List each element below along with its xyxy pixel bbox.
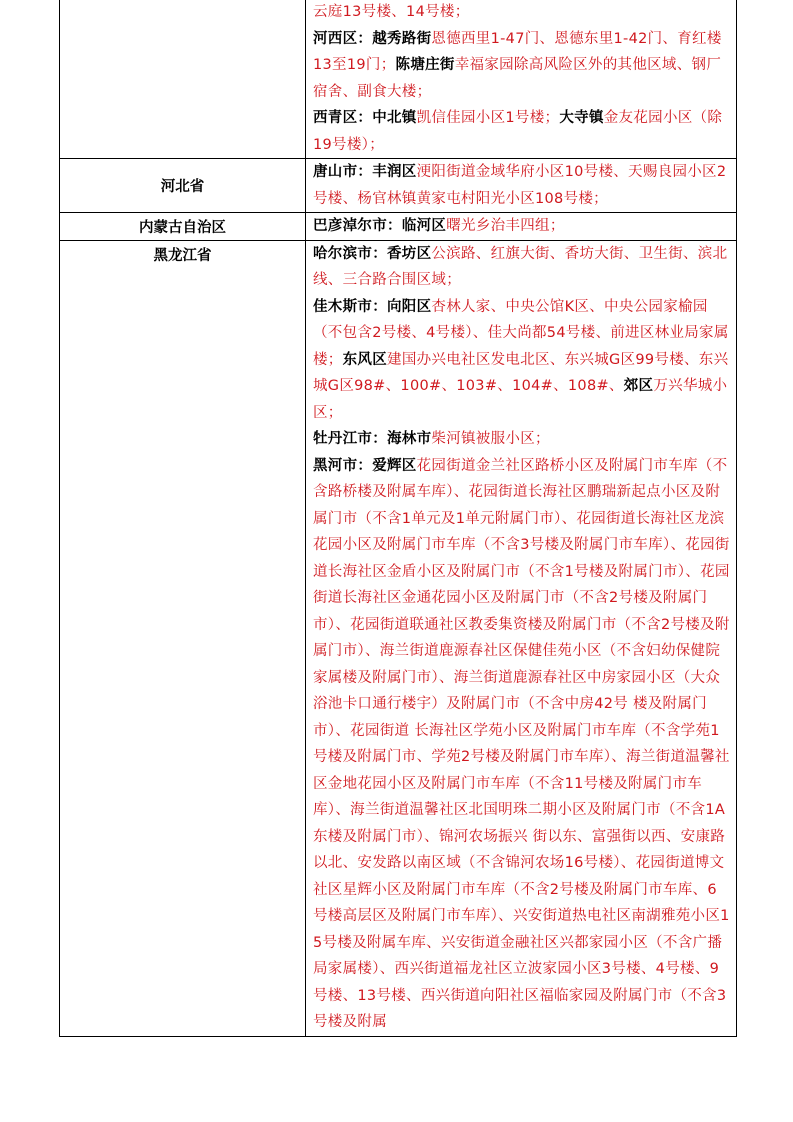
area-detail: 凯信佳园小区1号楼；: [416, 110, 560, 126]
area-detail: 万兴华城小区；: [313, 378, 728, 421]
province-cell: [60, 159, 306, 213]
area-detail: 花园街道金兰社区路桥小区及附属门市车库（不含路桥楼及附属车库）、花园街道长海社区鹏瑞新起点小区及附属门市（不含1单元及1单元附属门市）、花园街道长海社区龙滨花园小区及附属门市车库（不含3号楼及附属门市车库）、花园街道长海社区金盾小区及附属门市（不含1号楼及附属门市）、花园街道长海社区金通花园小区及附属门市（不含2号楼及附属门市）、花园街道联通社区教委集资楼及附属门市（不含2号楼及附属门市）、海兰街道鹿源春社区保健佳苑小区（不含妇幼保健院家属楼及附属门市）、海兰街道鹿源春社区中房家园小区（大众浴池卡口通行楼宇）及附属门市（不含中房42号 楼及附属门市）、花园街道 长海社区学苑小区及附属门市车库（不含学苑1号楼及附属门市、学苑2号楼及附属门市车库）、海兰街道温馨社区金地花园小区及附属门市车库（不含11号楼及附属门市车库）、海兰街道温馨社区北国明珠二期小区及附属门市（不含1A东楼及附属门市）、锦河农场振兴 街以东、富强街以西、安康路以北、安发路以南区域（不含锦河农场16号楼）、花园街道博文社区星辉小区及附属门市车库（不含2号楼及附属门市车库、6号楼高层区及附属门市车库）、兴安街道热电社区南湖雅苑小区15号楼及附属车库、兴安街道金融社区兴都家园小区（不含广播局家属楼）、西兴街道福龙社区立波家园小区3号楼、4号楼、9号楼、13号楼、西兴街道向阳社区福临家园及附属门市（不含3号楼及附属: [313, 457, 730, 1030]
district-name: 黑河市：: [313, 457, 373, 474]
district-name: 牡丹江市：: [313, 431, 387, 447]
district-name: 佳木斯市：: [313, 298, 387, 315]
table-row: [60, 240, 737, 1036]
area-detail: 曙光乡治丰四组；: [446, 218, 565, 234]
district-name: 唐山市：: [313, 164, 373, 180]
area-detail: 杏林人家、中央公馆K区、中央公园家榆园（不包含2号楼、4号楼）、佳大尚都54号楼、前进区林业局家属楼；: [313, 298, 729, 368]
area-list-cell: [306, 0, 737, 159]
province-name: 内蒙古自治区: [139, 220, 226, 236]
table-row: [60, 213, 737, 241]
province-name: 黑龙江省: [153, 247, 212, 264]
table-row: [60, 159, 737, 213]
area-detail: 建国办兴电社区发电北区、东兴城G区99号楼、东兴城G区98#、100#、103#、104#、108#、: [313, 351, 729, 394]
area-list-cell: [306, 213, 737, 241]
district-name: 河西区：: [313, 30, 373, 47]
district-name: 哈尔滨市：: [313, 245, 387, 262]
area-paragraph: [313, 26, 730, 106]
table-row: [60, 0, 737, 159]
district-name: 临河区: [401, 218, 447, 234]
district-name: 爱辉区: [372, 457, 417, 474]
area-detail: 公滨路、红旗大街、香坊大街、卫生街、滨北线、三合路合围区域；: [313, 245, 728, 288]
province-name: 河北省: [160, 179, 205, 195]
district-name: 越秀路街: [372, 30, 432, 47]
area-paragraph: [313, 241, 730, 294]
district-name: 郊区: [623, 378, 654, 394]
district-name: 向阳区: [387, 298, 432, 315]
district-name: 丰润区: [372, 164, 417, 180]
area-detail: 幸福家园除高风险区外的其他区域、钢厂宿舍、副食大楼；: [313, 57, 722, 100]
district-name: 香坊区: [387, 245, 432, 262]
area-paragraph: [313, 0, 730, 26]
district-name: 中北镇: [372, 110, 417, 126]
area-paragraph: [313, 159, 730, 212]
area-paragraph: [313, 105, 730, 158]
district-name: 西青区：: [313, 110, 373, 126]
district-name: 东风区: [342, 351, 388, 368]
district-name: 大寺镇: [559, 110, 604, 126]
risk-area-table-body: [60, 0, 737, 1036]
district-name: 巴彦淖尔市：: [313, 218, 402, 234]
area-paragraph: [313, 453, 730, 1036]
province-cell: [60, 213, 306, 241]
area-detail: 金友花园小区（除19号楼）；: [313, 110, 723, 153]
district-name: 海林市: [387, 431, 432, 447]
district-name: 陈塘庄街: [395, 57, 455, 73]
area-paragraph: [313, 426, 730, 453]
area-list-cell: [306, 240, 737, 1036]
area-paragraph: [313, 213, 730, 240]
area-detail: 柴河镇被服小区；: [431, 431, 550, 447]
province-cell: [60, 0, 306, 159]
risk-area-table: [59, 0, 737, 1037]
province-cell: [60, 240, 306, 1036]
area-list-cell: [306, 159, 737, 213]
area-detail: 浭阳街道金域华府小区10号楼、天赐良园小区2号楼、杨官林镇黄家屯村阳光小区108号楼；: [313, 164, 727, 207]
area-paragraph: [313, 294, 730, 427]
area-detail: 云庭13号楼、14号楼；: [313, 4, 470, 20]
area-detail: 恩德西里1-47门、恩德东里1-42门、育红楼13至19门；: [313, 30, 722, 73]
